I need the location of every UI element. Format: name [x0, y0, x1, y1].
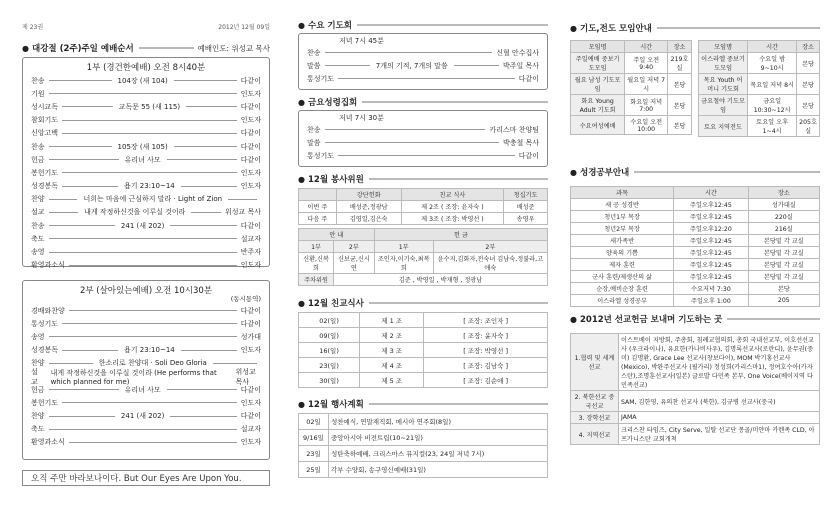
table-cell: 본당 — [668, 95, 692, 116]
table-cell: 23일 — [299, 446, 329, 462]
table-cell: 25일 — [299, 462, 329, 478]
table-cell: 본당 — [797, 53, 820, 74]
row-leader: 설교자 — [240, 425, 261, 434]
row-label: 참회기도 — [31, 116, 59, 125]
row-leader: 위성교 목사 — [235, 367, 256, 386]
wed-time: 저녁 7시 45분 — [339, 37, 384, 45]
table-cell: 청년1부 목장 — [571, 211, 674, 223]
table-row — [571, 259, 820, 271]
row-leader: 인도자 — [240, 89, 261, 98]
row-leader: 위성교 목사 — [224, 208, 262, 217]
table-cell: 09(일) — [299, 328, 360, 343]
table-cell: 중앙아시아 비전트립(10~21일) — [329, 430, 548, 446]
service-row — [23, 74, 269, 87]
table-row — [571, 391, 820, 412]
service-row — [23, 114, 269, 127]
table-cell: 토요일 오후 1~4시 — [748, 116, 797, 137]
bullet-icon: ● — [22, 43, 29, 53]
table-row — [571, 334, 820, 391]
table-cell: 양육의 기쁨 — [571, 247, 674, 259]
row-label: 송영 — [31, 332, 45, 341]
table-cell: 토요 지역전도 — [699, 116, 748, 137]
bible-table — [570, 186, 820, 307]
table-cell: 성찬예식, 연말재직회, 메시아 연주회(8일) — [329, 414, 548, 430]
table-cell: 금요철야 기도모임 — [699, 95, 748, 116]
table-cell: 본당밑 각 교실 — [748, 247, 819, 259]
service-row — [23, 219, 269, 232]
row-content: 7개의 기적, 7개의 말씀 — [375, 61, 448, 70]
row-leader: 다같이 — [240, 155, 261, 164]
table-cell: [ 조장: 윤자숙 ] — [424, 328, 548, 343]
row-leader: 인도자 — [240, 346, 261, 355]
row-content: 너희는 마음에 근심하지 말라 · Light of Zion — [83, 195, 223, 204]
row-label: 성시교독 — [31, 102, 59, 111]
row-label: 기원 — [31, 89, 45, 98]
table-header: 모임명 시간 장소 — [571, 41, 692, 53]
table-cell: 주일오후12:45 — [674, 211, 748, 223]
table-row — [571, 283, 820, 295]
service-row — [299, 59, 547, 72]
table-row — [571, 223, 820, 235]
table-cell: 새가족반 — [571, 235, 674, 247]
table-cell: 수요여성예배 — [571, 116, 625, 135]
row-leader: 박충철 목사 — [502, 138, 539, 147]
row-leader: 박주일 목사 — [502, 61, 540, 70]
table-cell: 수요저녁 7:30 — [674, 283, 748, 295]
service-row — [23, 304, 269, 317]
table-row — [299, 414, 548, 430]
row-leader: 인도자 — [240, 261, 261, 270]
table-cell: 수요일 오전 10:00 — [625, 116, 668, 135]
service-row — [299, 136, 547, 149]
row-leader: 다같이 — [240, 129, 261, 138]
table-row — [699, 95, 820, 116]
table-cell: 화요 Young Adult 기도회 — [571, 95, 625, 116]
row-leader: 다같이 — [240, 102, 262, 111]
table-cell: 성탄축하예배, 크리스마스 뮤지컬(23, 24일 저녁 7시) — [329, 446, 548, 462]
table-cell: 9/16일 — [299, 430, 329, 446]
service-row — [23, 180, 269, 193]
bullet-icon: ● — [570, 167, 577, 177]
row-leader: 카리스마 찬양팀 — [489, 125, 539, 134]
table-row — [571, 271, 820, 283]
row-leader: 신혈 안수집사 — [496, 48, 539, 57]
table-row — [299, 373, 548, 388]
service-row — [23, 166, 269, 179]
table-cell: 월요 남성 기도모임 — [571, 74, 625, 95]
row-label: 헌금 — [31, 385, 45, 394]
row-label: 설교 — [31, 208, 45, 217]
row-leader: 설교자 — [240, 234, 261, 243]
table-cell: 이스라엘 성경공부 — [571, 295, 674, 307]
table-cell: 주일오후12:45 — [674, 199, 748, 211]
wed-title: ● 수요 기도회 — [298, 19, 548, 31]
table-cell: 16(일) — [299, 343, 360, 358]
table-cell: 1.협력 및 세계선교 — [571, 334, 619, 391]
fri-time: 저녁 7시 30분 — [339, 114, 384, 122]
table-row — [571, 74, 692, 95]
table-cell: 205호실 — [797, 116, 820, 137]
row-label: 찬송 — [31, 221, 45, 230]
table-cell: JAMA — [619, 412, 820, 424]
row-label: 헌금 — [31, 155, 45, 164]
service-row — [23, 396, 269, 409]
row-content: 욥기 23:10~14 — [124, 182, 175, 191]
table-row — [571, 199, 820, 211]
table-cell: 30(일) — [299, 373, 360, 388]
service-row — [23, 259, 269, 272]
row-label: 찬양 — [31, 359, 45, 368]
row-label: 통성기도 — [31, 319, 59, 328]
row-leader: 다같이 — [240, 385, 261, 394]
row-label: 찬송 — [31, 142, 45, 151]
bullet-icon: ● — [298, 298, 305, 308]
row-leader: 다같이 — [240, 306, 261, 315]
volunteer-title: ● 12월 봉사위원 — [298, 173, 548, 185]
prayer-title: ● 기도,전도 모임안내 — [570, 22, 820, 34]
table-cell: 제 4 조 — [360, 358, 424, 373]
service-row — [299, 149, 547, 162]
table-cell: 주일예배 중보기도모임 — [571, 53, 625, 74]
table-cell: 제 3 조 — [360, 343, 424, 358]
table-cell: 성가대실 — [748, 199, 819, 211]
table-row — [571, 235, 820, 247]
service-row — [23, 140, 269, 153]
service-row — [23, 436, 269, 449]
table-cell: 23(일) — [299, 358, 360, 373]
table-cell: 주일 오전 9:40 — [625, 53, 668, 74]
row-leader: 다같이 — [518, 151, 539, 160]
service-order-title: ● 대강절 (2주)주일 예배순서 예배인도: 위성교 목사 — [22, 43, 270, 54]
row-label: 신앙고백 — [31, 129, 59, 138]
table-row — [699, 116, 820, 137]
service-row — [23, 245, 269, 258]
bullet-icon: ● — [298, 97, 305, 107]
table-row — [299, 430, 548, 446]
row-leader: 인도자 — [240, 116, 261, 125]
bullet-icon: ● — [298, 174, 305, 184]
row-label: 송영 — [31, 248, 45, 257]
table-row — [699, 53, 820, 74]
mission-title: ● 2012년 선교헌금 보내며 기도하는 곳 — [570, 313, 820, 325]
bullet-icon: ● — [570, 314, 577, 324]
table-cell: 이스트베이 지방회, 주총회, 침례교협의회, 총회 국내선교부, 이호선선교사 (우크라이나), 유요한(카나비사우), 김명록선교사(로란디), 윤무권(중미) 김명환, Grace Lee 선교사(창보다이), MOM 박기홍선교사 (Mexico), 박완주선교사 (필가리) 정성희(카리스마1), 정여호수아(카자스탄),조명훈선교사(일본) 글로발 다민족 본부, One Voice(베이지역 다민족선교) — [619, 334, 820, 391]
table-cell: 크리스찬 타임즈, City Serve, 일탈 선교단 몽골/미얀마 카렌족 CLD, 아프가니스탄 교회개척 — [619, 424, 820, 445]
table-row — [571, 295, 820, 307]
service-row — [23, 344, 269, 357]
second-service-title: 2부 (살아있는예배) 오전 10시30분 — [79, 286, 213, 296]
leader-label: 예배인도: 위성교 목사 — [197, 43, 270, 53]
row-label: 통성기도 — [307, 74, 335, 83]
row-content: 241 (새 202) — [120, 221, 165, 230]
table-cell: 주일오후12:45 — [674, 271, 748, 283]
service-row — [23, 153, 269, 166]
table-cell: 순장,예비순장 훈련 — [571, 283, 674, 295]
second-service-box — [22, 280, 270, 460]
table-cell: 본당밑 각 교실 — [748, 259, 819, 271]
footer-verse: 오직 주만 바라보나이다. But Our Eyes Are Upon You. — [22, 470, 270, 486]
table-cell: 목요일 저녁 8시 — [748, 74, 797, 95]
mission-table — [570, 333, 820, 445]
table-cell: SAM, 김한영, 유의찬 선교사 (북한), 김규병 선교사(중국) — [619, 391, 820, 412]
service-row — [23, 232, 269, 245]
table-cell: 205 — [748, 295, 819, 307]
table-cell: 3. 장학선교 — [571, 412, 619, 424]
table-row — [299, 446, 548, 462]
table-row — [299, 462, 548, 478]
bible-title: ● 성경공부안내 — [570, 166, 820, 178]
row-label: 찬양 — [31, 412, 45, 421]
row-label: 찬송 — [307, 125, 321, 134]
row-leader: 다같이 — [240, 142, 261, 151]
row-label: 축도 — [31, 234, 45, 243]
table-cell: [ 조장: 김순애 ] — [424, 373, 548, 388]
bullet-icon: ● — [298, 399, 305, 409]
row-label: 성경봉독 — [31, 182, 59, 191]
table-row — [571, 424, 820, 445]
table-cell: 새 공 성경반 — [571, 199, 674, 211]
row-label: 찬양 — [31, 195, 45, 204]
row-label: 환영과소식 — [31, 438, 65, 447]
table-row — [571, 412, 820, 424]
table-row — [571, 95, 692, 116]
row-label: 봉헌기도 — [31, 398, 59, 407]
table-cell: 제 1 조 — [360, 313, 424, 328]
row-label: 환영과소식 — [31, 261, 65, 270]
table-cell: 수요일 밤 9~10시 — [748, 53, 797, 74]
service-row — [23, 206, 269, 219]
table-cell: 02(일) — [299, 313, 360, 328]
table-header: 모임명 시간 장소 — [699, 41, 820, 53]
table-row — [571, 53, 692, 74]
row-leader: 다같이 — [240, 319, 261, 328]
table-cell: 본당 — [797, 95, 820, 116]
table-cell: 02일 — [299, 414, 329, 430]
row-label: 말씀 — [307, 138, 321, 147]
row-label: 찬송 — [307, 48, 321, 57]
row-content: 내게 작정하신것을 이루실 것이라 (He performs that which planned for me) — [50, 368, 217, 386]
table-cell: 각부 수양회, 송구영신예배(31일) — [329, 462, 548, 478]
prayer-table-left — [570, 40, 692, 135]
table-cell: 제 2 조 — [360, 328, 424, 343]
table-cell: 주일오후12:45 — [674, 259, 748, 271]
meal-title: ● 12월 친교식사 — [298, 297, 548, 309]
row-content: 한소리로 찬양대 · Soli Deo Gloria — [98, 359, 207, 368]
volunteer-table: 강단헌화 친교 식사 청십기도 이번 주 배성준,정광남 제 2조 ( 조장: 윤자숙 ) 배성준 다음 주 김영일,김은숙 제 3조 ( 조장: 박영선 ) 송영우 — [298, 188, 548, 225]
second-service-rows — [23, 304, 269, 449]
row-content: 욥기 23:10~14 — [124, 346, 175, 355]
table-cell: 군사 훈련/제생산의 삶 — [571, 271, 674, 283]
table-row — [699, 74, 820, 95]
table-cell: 청년2부 목장 — [571, 223, 674, 235]
row-leader: 인도자 — [240, 182, 261, 191]
table-cell: 본당밑 각 교실 — [748, 235, 819, 247]
table-cell: 본당 — [748, 283, 819, 295]
service-row — [23, 330, 269, 343]
service-row — [23, 383, 269, 396]
row-leader: 다같이 — [240, 412, 262, 421]
table-row — [571, 211, 820, 223]
table-cell: 금요일 10:30~12시 — [748, 95, 797, 116]
table-cell: [ 조장: 조인자 ] — [424, 313, 548, 328]
service-row — [23, 87, 269, 100]
row-label: 말씀 — [307, 61, 321, 70]
events-table — [298, 413, 548, 478]
row-leader: 성가대 — [240, 332, 261, 341]
table-cell: 주일오후12:45 — [674, 235, 748, 247]
service-row — [299, 46, 547, 59]
fri-title: ● 금요성령집회 — [298, 96, 548, 108]
fri-box — [298, 110, 548, 167]
table-cell: 제 5 조 — [360, 373, 424, 388]
issue-number: 제 23권 — [22, 24, 44, 31]
row-content: 유리녀 사모 — [124, 385, 161, 394]
row-leader: 인도자 — [240, 168, 261, 177]
table-cell: 이스라엘 중보기도모임 — [699, 53, 748, 74]
first-service-box — [22, 57, 270, 270]
first-service-rows — [23, 74, 269, 272]
row-leader: 인도자 — [240, 438, 261, 447]
table-row — [299, 313, 548, 328]
events-title: ● 12월 행사계획 — [298, 398, 548, 410]
table-cell: 주일오후12:20 — [674, 223, 748, 235]
row-leader: 반주자 — [240, 248, 261, 257]
table-row — [299, 328, 548, 343]
table-cell: 220실 — [748, 211, 819, 223]
table-cell: 본당 — [797, 74, 820, 95]
row-content: 교독문 55 (새 115) — [118, 102, 181, 111]
service-row — [23, 193, 269, 206]
row-label: 통성기도 — [307, 151, 335, 160]
service-row — [23, 423, 269, 436]
table-cell: 월요일 저녁 7시 — [625, 74, 668, 95]
first-service-title: 1부 (경건한예배) 오전 8시40분 — [86, 63, 206, 73]
row-leader: 인도자 — [240, 398, 261, 407]
row-content: 241 (새 202) — [120, 412, 165, 421]
table-cell: 2. 북한선교 중국선교 — [571, 391, 619, 412]
table-cell: 주일오후12:45 — [674, 247, 748, 259]
table-cell: 제자 훈련 — [571, 259, 674, 271]
table-cell: 216실 — [748, 223, 819, 235]
service-row — [299, 123, 547, 136]
table-cell: 목요 Youth 어머니 기도회 — [699, 74, 748, 95]
row-label: 설교 — [31, 367, 38, 386]
table-row — [571, 116, 692, 135]
row-leader: 다같이 — [240, 221, 262, 230]
prayer-table-right — [698, 40, 820, 137]
meal-table — [298, 312, 548, 388]
row-label: 봉헌기도 — [31, 168, 59, 177]
table-cell: 본당 — [668, 116, 692, 135]
service-row — [299, 72, 547, 85]
row-leader: 다같이 — [518, 74, 539, 83]
table-cell: 본당 — [668, 74, 692, 95]
bullet-icon: ● — [570, 23, 577, 33]
service-row — [23, 410, 269, 423]
service-row — [23, 367, 269, 386]
service-row — [23, 100, 269, 113]
service-row — [23, 127, 269, 140]
bulletin-date: 2012년 12월 09일 — [218, 24, 270, 31]
table-cell: 본당밑 각 교실 — [748, 271, 819, 283]
row-label: 찬송 — [31, 76, 45, 85]
row-content: 유리녀 사모 — [124, 155, 161, 164]
row-content: 내게 작정하신것을 이루실 것이라 — [84, 208, 186, 217]
table-row — [299, 343, 548, 358]
bullet-icon: ● — [298, 20, 305, 30]
table-cell: 219호실 — [668, 53, 692, 74]
service-row — [23, 317, 269, 330]
row-content: 104장 (새 104) — [117, 76, 168, 85]
row-content: 105장 (새 105) — [117, 142, 168, 151]
table-cell: 4. 지역선교 — [571, 424, 619, 445]
row-label: 성경봉독 — [31, 346, 59, 355]
interpretation-note: (동시통역) — [230, 295, 261, 303]
guide-offering-table: 안 내 헌 금 1부 2부 1부 2부 신환,신복희 신보균,신시연 조인자,이기숙,최복희 윤수지,김화자,전숙녀 김남숙,정불라,고애숙 주차위원 김준 , 박영일 , 박재형 , 정광남 — [298, 228, 548, 286]
table-cell: [ 조장: 김남숙 ] — [424, 358, 548, 373]
row-label: 경배와찬양 — [31, 306, 65, 315]
row-leader: 다같이 — [240, 76, 261, 85]
table-row — [571, 247, 820, 259]
table-header: 과목 시간 장소 — [571, 187, 820, 199]
wed-box — [298, 33, 548, 90]
row-label: 축도 — [31, 425, 45, 434]
table-cell: [ 조장: 박영선 ] — [424, 343, 548, 358]
table-cell: 화요일 저녁7:00 — [625, 95, 668, 116]
table-row — [299, 358, 548, 373]
table-cell: 주일오후 1:00 — [674, 295, 748, 307]
